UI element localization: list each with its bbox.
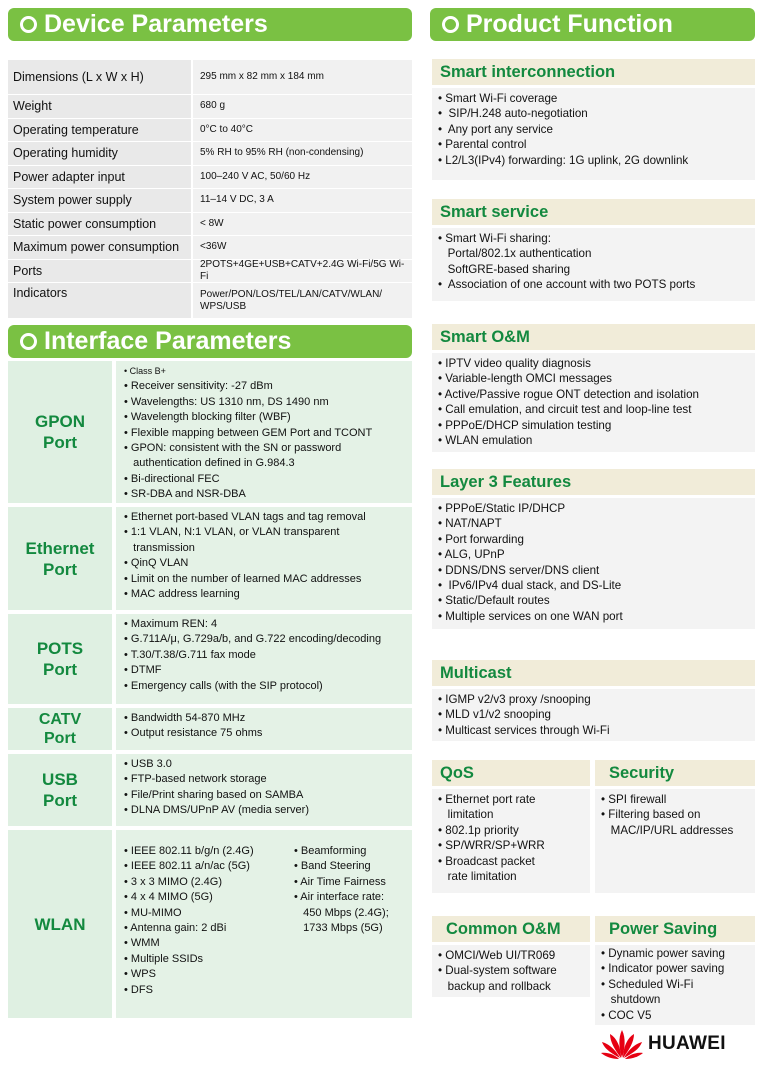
pots-port-label: POTS Port: [8, 614, 112, 704]
device-parameters-table: [8, 60, 412, 319]
circle-icon: [20, 333, 37, 350]
usb-port-specs: [116, 754, 412, 826]
function-item: • MLD v1/v2 snooping: [438, 708, 551, 722]
interface-parameters-header: [8, 325, 412, 358]
device-row: [8, 236, 412, 260]
spec-item: • MAC address learning: [124, 588, 240, 601]
layer3-features-title: Layer 3 Features: [432, 469, 755, 495]
function-item: • Broadcast packet: [438, 854, 535, 868]
spec-item: • IEEE 802.11 b/g/n (2.4G): [124, 845, 254, 857]
spec-item: • G.711A/μ, G.729a/b, and G.722 encoding/decoding: [124, 633, 382, 646]
function-item: shutdown: [601, 993, 661, 1007]
device-row: [8, 189, 412, 213]
function-item: • WLAN emulation: [438, 434, 533, 448]
spec-item: • QinQ VLAN: [124, 557, 189, 570]
spec-item: • FTP-based network storage: [124, 773, 267, 786]
device-row-value: 295 mm x 82 mm x 184 mm: [193, 60, 412, 94]
function-item: • COC V5: [601, 1008, 652, 1022]
spec-item: transmission: [124, 541, 195, 554]
multicast-list: [432, 689, 755, 741]
device-row: [8, 60, 412, 95]
spec-item: • Bandwidth 54-870 MHz: [124, 712, 246, 724]
common-om-title: Common O&M: [432, 916, 590, 942]
device-row-value: 11–14 V DC, 3 A: [193, 189, 412, 212]
spec-item: • WMM: [124, 937, 160, 950]
spec-item: • Wavelengths: US 1310 nm, DS 1490 nm: [124, 395, 329, 408]
spec-item: • File/Print sharing based on SAMBA: [124, 788, 304, 801]
spec-item: • DLNA DMS/UPnP AV (media server): [124, 804, 310, 817]
qos-list: [432, 789, 590, 893]
spec-item: • WPS: [124, 968, 156, 981]
spec-item: • Class B+: [124, 366, 166, 376]
function-item: backup and rollback: [438, 979, 551, 993]
multicast-box: [432, 660, 755, 741]
spec-item: • T.30/T.38/G.711 fax mode: [124, 648, 256, 661]
device-row-value: Power/PON/LOS/TEL/LAN/CATV/WLAN/ WPS/USB: [193, 283, 412, 318]
spec-item: • Beamforming: [294, 845, 367, 857]
device-row-key: Dimensions (L x W x H): [8, 60, 191, 94]
spec-item: • 3 x 3 MIMO (2.4G): [124, 875, 222, 888]
wlan-label: WLAN: [8, 830, 112, 1018]
device-row-key: Static power consumption: [8, 213, 191, 236]
device-row-value: 100–240 V AC, 50/60 Hz: [193, 166, 412, 189]
smart-om-list: [432, 353, 755, 452]
device-row-value: 680 g: [193, 95, 412, 118]
circle-icon: [442, 16, 459, 33]
function-item: rate limitation: [438, 870, 517, 884]
smart-om-box: [432, 324, 755, 452]
spec-item: 450 Mbps (2.4G);: [294, 906, 389, 919]
circle-icon: [20, 16, 37, 33]
smart-interconnection-box: [432, 59, 755, 180]
function-item: • Dynamic power saving: [601, 947, 725, 960]
function-item: Portal/802.1x authentication: [438, 247, 592, 261]
function-item: • 802.1p priority: [438, 823, 519, 837]
function-item: • Smart Wi-Fi coverage: [438, 92, 558, 105]
function-item: • IGMP v2/v3 proxy /snooping: [438, 693, 591, 706]
device-row-key: Maximum power consumption: [8, 236, 191, 259]
device-row-key: Indicators: [8, 283, 191, 318]
function-item: • NAT/NAPT: [438, 517, 502, 531]
device-row-key: Power adapter input: [8, 166, 191, 189]
spec-item: • Air interface rate:: [294, 891, 385, 904]
spec-item: • Output resistance 75 ohms: [124, 727, 263, 740]
function-item: • Ethernet port rate: [438, 793, 536, 806]
power-saving-title: Power Saving: [595, 916, 755, 942]
device-parameters-title: Device Parameters: [44, 10, 268, 38]
function-item: MAC/IP/URL addresses: [601, 823, 734, 837]
function-item: • L2/L3(IPv4) forwarding: 1G uplink, 2G downlink: [438, 153, 689, 167]
function-item: • Any port any service: [438, 122, 553, 136]
product-function-header: [430, 8, 755, 41]
gpon-port-block: [8, 361, 412, 503]
huawei-flower-icon: [600, 1028, 644, 1060]
common-om-box: [432, 916, 590, 997]
function-item: • Active/Passive rogue ONT detection and isolation: [438, 387, 699, 401]
function-item: • SIP/H.248 auto-negotiation: [438, 107, 588, 121]
gpon-port-specs: [116, 361, 412, 503]
function-item: • Filtering based on: [601, 808, 701, 822]
layer3-features-list: [432, 498, 755, 629]
security-list: [595, 789, 755, 893]
spec-item: • Receiver sensitivity: -27 dBm: [124, 380, 273, 393]
smart-interconnection-list: [432, 88, 755, 180]
multicast-title: Multicast: [432, 660, 755, 686]
function-item: • Call emulation, and circuit test and loop-line test: [438, 403, 692, 417]
function-item: limitation: [438, 808, 494, 822]
product-function-title: Product Function: [466, 10, 673, 38]
function-item: • SP/WRR/SP+WRR: [438, 839, 545, 853]
spec-item: 1733 Mbps (5G): [294, 922, 383, 935]
function-item: • Multicast services through Wi-Fi: [438, 723, 610, 737]
ethernet-port-block: [8, 507, 412, 610]
function-item: • PPPoE/DHCP simulation testing: [438, 418, 612, 432]
function-item: • ALG, UPnP: [438, 548, 505, 562]
qos-box: [432, 760, 590, 893]
device-row-value: 2POTS+4GE+USB+CATV+2.4G Wi-Fi/5G Wi-Fi: [193, 260, 412, 283]
function-item: • Smart Wi-Fi sharing:: [438, 232, 551, 245]
brand-name: HUAWEI: [648, 1033, 726, 1054]
device-row: [8, 213, 412, 237]
security-box: [595, 760, 755, 893]
function-item: • SPI firewall: [601, 793, 667, 806]
spec-item: • Bi-directional FEC: [124, 472, 220, 485]
function-item: • Variable-length OMCI messages: [438, 372, 612, 386]
wlan-block: [8, 830, 412, 1018]
spec-item: • Maximum REN: 4: [124, 618, 218, 630]
power-saving-list: [595, 945, 755, 1025]
interface-parameters-title: Interface Parameters: [44, 327, 292, 355]
device-parameters-header: [8, 8, 412, 41]
function-item: • Scheduled Wi-Fi: [601, 977, 694, 991]
catv-port-block: [8, 708, 412, 750]
spec-item: authentication defined in G.984.3: [124, 457, 295, 470]
function-item: • Static/Default routes: [438, 594, 550, 608]
spec-item: • GPON: consistent with the SN or password: [124, 442, 342, 455]
device-row-value: < 8W: [193, 213, 412, 236]
spec-item: • 1:1 VLAN, N:1 VLAN, or VLAN transparent: [124, 526, 340, 539]
device-row: [8, 260, 412, 284]
usb-port-label: USB Port: [8, 754, 112, 826]
function-item: • PPPoE/Static IP/DHCP: [438, 502, 566, 515]
device-row: [8, 95, 412, 119]
spec-item: • Multiple SSIDs: [124, 952, 204, 965]
spec-item: • Band Steering: [294, 860, 371, 873]
pots-port-block: [8, 614, 412, 704]
smart-service-list: [432, 228, 755, 301]
layer3-features-box: [432, 469, 755, 629]
device-row-key: Operating humidity: [8, 142, 191, 165]
device-row-value: 5% RH to 95% RH (non-condensing): [193, 142, 412, 165]
security-title: Security: [595, 760, 755, 786]
catv-port-label: CATV Port: [8, 708, 112, 750]
function-item: • Parental control: [438, 138, 527, 152]
device-row: [8, 142, 412, 166]
spec-item: • Antenna gain: 2 dBi: [124, 922, 227, 935]
spec-item: • SR-DBA and NSR-DBA: [124, 488, 246, 501]
device-row: [8, 119, 412, 143]
spec-item: • Ethernet port-based VLAN tags and tag removal: [124, 511, 366, 523]
spec-item: • Flexible mapping between GEM Port and TCONT: [124, 426, 373, 439]
spec-item: • USB 3.0: [124, 758, 172, 770]
device-row-value: <36W: [193, 236, 412, 259]
device-row: [8, 166, 412, 190]
gpon-port-label: GPON Port: [8, 361, 112, 503]
qos-title: QoS: [432, 760, 590, 786]
power-saving-box: [595, 916, 755, 1025]
function-item: • IPv6/IPv4 dual stack, and DS-Lite: [438, 579, 622, 593]
smart-om-title: Smart O&M: [432, 324, 755, 350]
function-item: SoftGRE-based sharing: [438, 262, 571, 276]
ethernet-port-label: Ethernet Port: [8, 507, 112, 610]
ethernet-port-specs: [116, 507, 412, 610]
smart-service-box: [432, 199, 755, 301]
spec-item: • IEEE 802.11 a/n/ac (5G): [124, 860, 250, 873]
function-item: • IPTV video quality diagnosis: [438, 357, 591, 370]
function-item: • OMCI/Web UI/TR069: [438, 949, 556, 962]
wlan-specs: [116, 830, 412, 1018]
spec-item: • Air Time Fairness: [294, 875, 386, 888]
device-row: [8, 283, 412, 319]
spec-item: • Wavelength blocking filter (WBF): [124, 411, 291, 424]
catv-port-specs: [116, 708, 412, 750]
function-item: • Indicator power saving: [601, 962, 725, 976]
device-row-key: Weight: [8, 95, 191, 118]
spec-item: • 4 x 4 MIMO (5G): [124, 891, 213, 904]
device-row-key: System power supply: [8, 189, 191, 212]
device-row-key: Ports: [8, 260, 191, 283]
spec-item: • DFS: [124, 983, 153, 996]
huawei-logo: [600, 1028, 726, 1060]
spec-item: • Emergency calls (with the SIP protocol): [124, 679, 323, 692]
device-row-value: 0°C to 40°C: [193, 119, 412, 142]
smart-service-title: Smart service: [432, 199, 755, 225]
function-item: • Association of one account with two POTS ports: [438, 278, 696, 292]
spec-item: • DTMF: [124, 664, 162, 677]
pots-port-specs: [116, 614, 412, 704]
spec-item: • Limit on the number of learned MAC addresses: [124, 572, 362, 585]
device-row-key: Operating temperature: [8, 119, 191, 142]
function-item: • Port forwarding: [438, 532, 524, 546]
usb-port-block: [8, 754, 412, 826]
spec-item: • MU-MIMO: [124, 906, 182, 919]
function-item: • Dual-system software: [438, 964, 557, 978]
function-item: • Multiple services on one WAN port: [438, 609, 623, 623]
smart-interconnection-title: Smart interconnection: [432, 59, 755, 85]
function-item: • DDNS/DNS server/DNS client: [438, 563, 600, 577]
common-om-list: [432, 945, 590, 997]
